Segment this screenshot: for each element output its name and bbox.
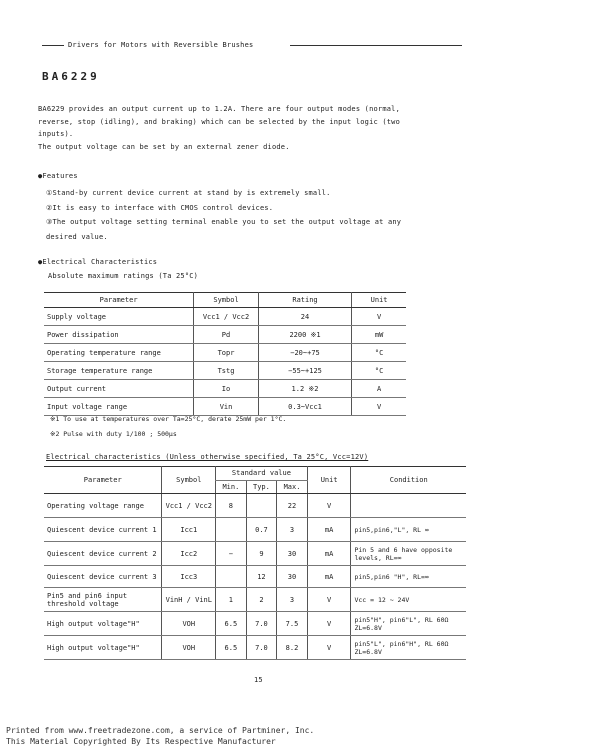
cell-unit: mW bbox=[352, 326, 406, 344]
features-heading-text: Features bbox=[42, 172, 78, 180]
table-row bbox=[44, 494, 466, 518]
abs-max-table bbox=[44, 292, 406, 416]
cell-condition: pin5"L", pin6"H", RL 60Ω ZL=6.8V bbox=[351, 636, 466, 660]
cell-symbol: Vcc1 / Vcc2 bbox=[194, 308, 259, 326]
cell-typ: 7.0 bbox=[246, 636, 277, 660]
page-number: 15 bbox=[254, 676, 263, 684]
cell-max: 7.5 bbox=[277, 612, 308, 636]
cell-min bbox=[216, 566, 247, 588]
cell-unit: V bbox=[307, 588, 351, 612]
table-row bbox=[44, 612, 466, 636]
col-min: Min. bbox=[216, 480, 247, 494]
cell-unit: mA bbox=[307, 518, 351, 542]
cell-unit: V bbox=[307, 636, 351, 660]
cell-rating: 0.3~Vcc1 bbox=[258, 398, 351, 416]
col-parameter: Parameter bbox=[44, 293, 194, 308]
cell-symbol: Topr bbox=[194, 344, 259, 362]
cell-max: 30 bbox=[277, 542, 308, 566]
cell-rating: −55~+125 bbox=[258, 362, 351, 380]
cell-max: 3 bbox=[277, 588, 308, 612]
page-title: BA6229 bbox=[42, 70, 100, 83]
cell-symbol: VOH bbox=[162, 612, 216, 636]
cell-min: − bbox=[216, 542, 247, 566]
header-rule-left bbox=[42, 45, 64, 46]
col-typ: Typ. bbox=[246, 480, 277, 494]
table-row bbox=[44, 588, 466, 612]
cell-min: 6.5 bbox=[216, 612, 247, 636]
cell-symbol: Io bbox=[194, 380, 259, 398]
cell-rating: 1.2 ※2 bbox=[258, 380, 351, 398]
cell-symbol: Pd bbox=[194, 326, 259, 344]
cell-typ: 12 bbox=[246, 566, 277, 588]
cell-rating: −20~+75 bbox=[258, 344, 351, 362]
abs-max-subheading: Absolute maximum ratings (Ta 25°C) bbox=[48, 272, 199, 280]
cell-param: Quiescent device current 2 bbox=[44, 542, 162, 566]
cell-min bbox=[216, 518, 247, 542]
col-unit: Unit bbox=[352, 293, 406, 308]
cell-param: High output voltage"H" bbox=[44, 636, 162, 660]
abs-max-header-row bbox=[44, 293, 406, 308]
cell-condition: pin5"H", pin6"L", RL 60Ω ZL=6.8V bbox=[351, 612, 466, 636]
cell-condition: pin5,pin6 "H", RL=∞ bbox=[351, 566, 466, 588]
table-row bbox=[44, 542, 466, 566]
col-rating: Rating bbox=[258, 293, 351, 308]
cell-unit: V bbox=[352, 398, 406, 416]
elec-char-subheading: Electrical characteristics (Unless otherwise specified, Ta 25°C, Vcc=12V) bbox=[46, 453, 369, 461]
col-symbol: Symbol bbox=[194, 293, 259, 308]
cell-param: Operating voltage range bbox=[44, 494, 162, 518]
note-1: ※1 To use at temperatures over Ta=25°C, derate 25mW per 1°C. bbox=[50, 415, 287, 423]
table-row bbox=[44, 308, 406, 326]
cell-typ: 9 bbox=[246, 542, 277, 566]
cell-max: 30 bbox=[277, 566, 308, 588]
abs-max-notes bbox=[50, 412, 286, 442]
col-standard-value: Standard value bbox=[216, 467, 308, 481]
cell-condition: Pin 5 and 6 have opposite levels, RL=∞ bbox=[351, 542, 466, 566]
intro-paragraph bbox=[38, 103, 558, 153]
feature-item: ②It is easy to interface with CMOS control devices. bbox=[46, 203, 274, 212]
table-row bbox=[44, 344, 406, 362]
cell-unit: °C bbox=[352, 362, 406, 380]
table-row bbox=[44, 518, 466, 542]
elec-header-row bbox=[44, 467, 466, 481]
cell-min: 1 bbox=[216, 588, 247, 612]
cell-symbol: Vcc1 / Vcc2 bbox=[162, 494, 216, 518]
cell-symbol: VinH / VinL bbox=[162, 588, 216, 612]
cell-param: Operating temperature range bbox=[44, 344, 194, 362]
feature-item: desired value. bbox=[46, 232, 108, 241]
cell-unit: V bbox=[307, 612, 351, 636]
col-parameter: Parameter bbox=[44, 467, 162, 494]
cell-condition: Vcc = 12 ~ 24V bbox=[351, 588, 466, 612]
table-row bbox=[44, 380, 406, 398]
cell-param: Storage temperature range bbox=[44, 362, 194, 380]
intro-line: reverse, stop (idling), and braking) which can be selected by the input logic (two bbox=[38, 117, 400, 126]
cell-symbol: Tstg bbox=[194, 362, 259, 380]
cell-unit: A bbox=[352, 380, 406, 398]
note-2: ※2 Pulse with duty 1/100 ; 500μs bbox=[50, 430, 177, 438]
table-row bbox=[44, 326, 406, 344]
feature-item: ①Stand-by current device current at stand by is extremely small. bbox=[46, 189, 331, 197]
cell-min: 6.5 bbox=[216, 636, 247, 660]
cell-condition bbox=[351, 494, 466, 518]
intro-line: The output voltage can be set by an external zener diode. bbox=[38, 142, 290, 151]
cell-param: Output current bbox=[44, 380, 194, 398]
col-unit: Unit bbox=[307, 467, 351, 494]
col-condition: Condition bbox=[351, 467, 466, 494]
cell-param: High output voltage"H" bbox=[44, 612, 162, 636]
cell-param: Power dissipation bbox=[44, 326, 194, 344]
cell-param: Pin5 and pin6 input threshold voltage bbox=[44, 588, 162, 612]
cell-symbol: VOH bbox=[162, 636, 216, 660]
cell-min: 8 bbox=[216, 494, 247, 518]
cell-param: Quiescent device current 1 bbox=[44, 518, 162, 542]
cell-typ: 7.0 bbox=[246, 612, 277, 636]
header-category: Drivers for Motors with Reversible Brushes bbox=[68, 41, 254, 49]
elec-heading-text: Electrical Characteristics bbox=[42, 258, 158, 266]
elec-heading: ●Electrical Characteristics bbox=[38, 258, 158, 266]
footer-line-1: Printed from www.freetradezone.com, a service of Partminer, Inc. bbox=[6, 726, 315, 735]
cell-max: 3 bbox=[277, 518, 308, 542]
cell-typ: 2 bbox=[246, 588, 277, 612]
cell-unit: mA bbox=[307, 542, 351, 566]
cell-symbol: Icc2 bbox=[162, 542, 216, 566]
footer-line-2: This Material Copyrighted By Its Respective Manufacturer bbox=[6, 737, 276, 746]
cell-param: Input voltage range bbox=[44, 398, 194, 416]
col-symbol: Symbol bbox=[162, 467, 216, 494]
cell-max: 8.2 bbox=[277, 636, 308, 660]
cell-symbol: Icc1 bbox=[162, 518, 216, 542]
features-heading: ●Features bbox=[38, 172, 78, 180]
cell-typ: 0.7 bbox=[246, 518, 277, 542]
feature-item: ③The output voltage setting terminal enable you to set the output voltage at any bbox=[46, 218, 402, 226]
cell-rating: 24 bbox=[258, 308, 351, 326]
table-row bbox=[44, 362, 406, 380]
cell-typ bbox=[246, 494, 277, 518]
table-row bbox=[44, 566, 466, 588]
cell-symbol: Icc3 bbox=[162, 566, 216, 588]
intro-line: inputs). bbox=[38, 130, 74, 138]
cell-max: 22 bbox=[277, 494, 308, 518]
cell-unit: mA bbox=[307, 566, 351, 588]
header-rule-right bbox=[290, 45, 462, 46]
cell-symbol: Vin bbox=[194, 398, 259, 416]
cell-condition: pin5,pin6,"L", RL ∞ bbox=[351, 518, 466, 542]
cell-param: Supply voltage bbox=[44, 308, 194, 326]
footer bbox=[6, 725, 314, 747]
elec-char-table bbox=[44, 466, 466, 660]
intro-line: BA6229 provides an output current up to 1.2A. There are four output modes (normal, bbox=[38, 105, 400, 113]
cell-param: Quiescent device current 3 bbox=[44, 566, 162, 588]
cell-unit: °C bbox=[352, 344, 406, 362]
table-row bbox=[44, 636, 466, 660]
cell-unit: V bbox=[352, 308, 406, 326]
features-list bbox=[46, 186, 401, 244]
col-max: Max. bbox=[277, 480, 308, 494]
cell-unit: V bbox=[307, 494, 351, 518]
cell-rating: 2200 ※1 bbox=[258, 326, 351, 344]
